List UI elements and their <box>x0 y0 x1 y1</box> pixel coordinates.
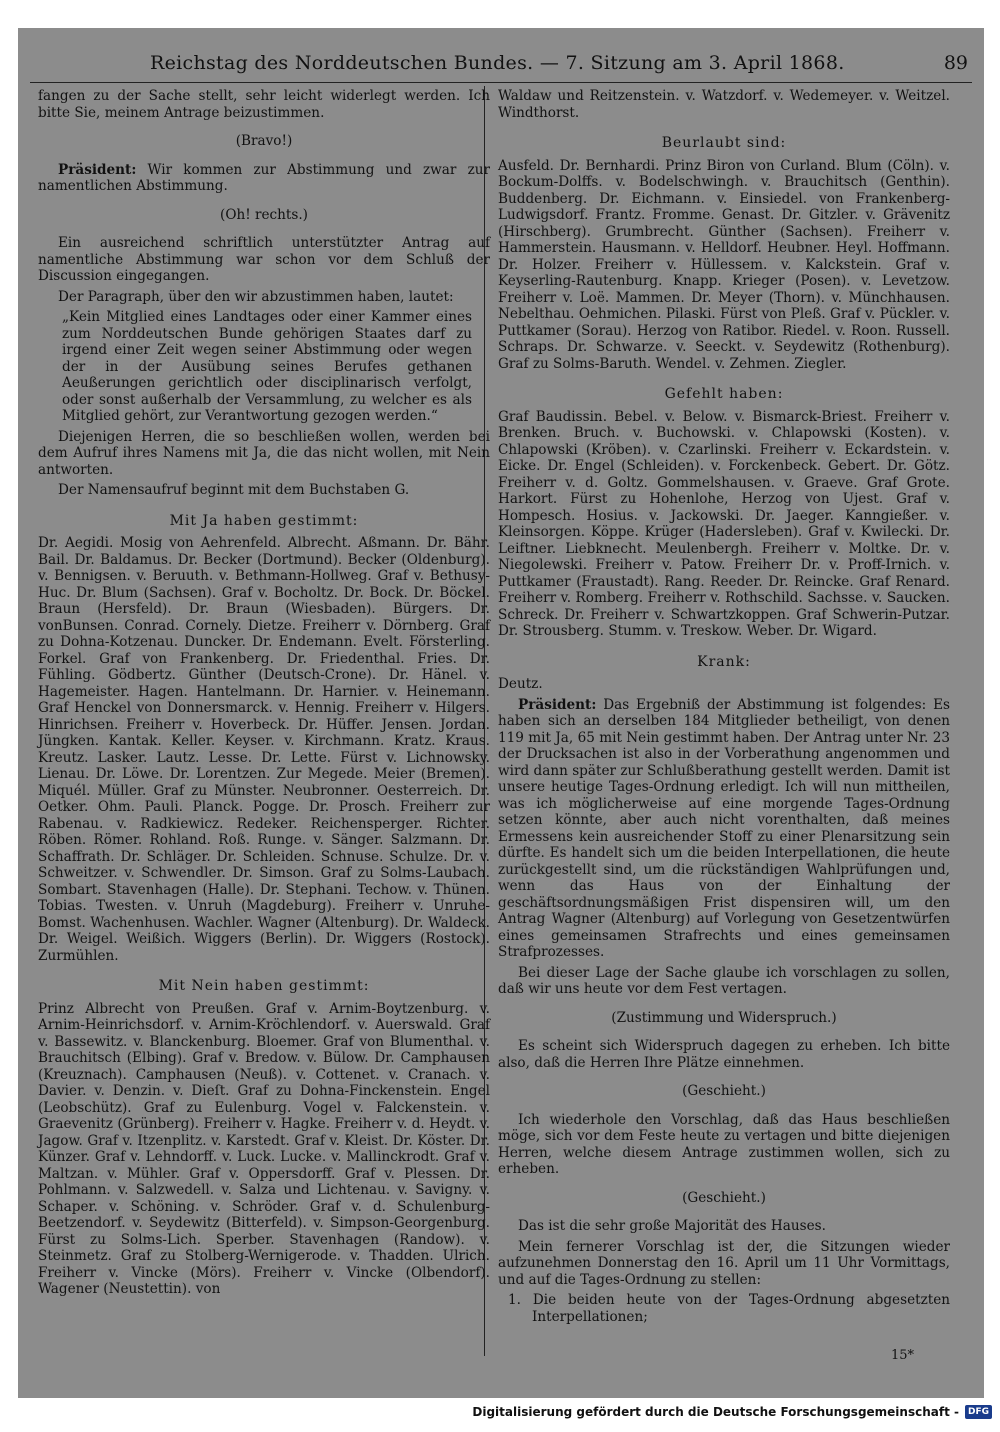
name-list: Deutz. <box>498 676 543 692</box>
section-heading: Krank: <box>697 653 751 670</box>
interjection: (Oh! rechts.) <box>220 206 308 223</box>
footer-text: Digitalisierung gefördert durch die Deutsche Forschungsgemeinschaft - <box>472 1405 959 1419</box>
dfg-logo-icon: DFG <box>965 1405 992 1419</box>
page-number: 89 <box>943 52 968 74</box>
agenda-list <box>498 1292 950 1325</box>
speaker-label: Präsident: <box>58 161 137 178</box>
paragraph: fangen zu der Sache stellt, sehr leicht widerlegt werden. Ich bitte Sie, meinem Antrage beizustimmen. <box>38 88 490 121</box>
signature-mark: 15* <box>890 1348 914 1363</box>
list-item: 1. Die beiden heute von der Tages-Ordnung abgesetzten Interpellationen; <box>508 1292 950 1325</box>
paragraph: Es scheint sich Widerspruch dagegen zu erheben. Ich bitte also, daß die Herren Ihre Plätze einnehmen. <box>498 1038 950 1071</box>
speech-text: Wir kommen zur Abstimmung und zwar zur namentlichen Abstimmung. <box>38 161 490 194</box>
paragraph: Ich wiederhole den Vorschlag, daß das Haus beschließen möge, sich vor dem Feste heute zu vertagen und bitte diejenigen Herren, welche diesem Antrage zustimmen wollen, sich zu erheben. <box>498 1111 950 1177</box>
paragraph: Das ist die sehr große Majorität des Hauses. <box>518 1218 826 1234</box>
header-title: Reichstag des Norddeutschen Bundes. — 7. Sitzung am 3. April 1868. <box>150 52 845 74</box>
name-list: Graf Baudissin. Bebel. v. Below. v. Bismarck-Briest. Freiherr v. Brenken. Bruch. v. Buchowski. v. Chlapowski (Kosten). v. Chlapowski (Kröben). v. Czarlinski. Freiherr v. Eckardstein. v. Eicke. Dr. Engel (Schleiden). v. Forckenbeck. Gebert. Dr. Götz. Freiherr v. d. Goltz. Gommelshausen. v. Graeve. Graf Grote. Harkort. Fürst zu Hohenlohe, Herzog von Ujest. Graf v. Hompesch. Hosius. v. Jackowski. Dr. Jaeger. Kanngießer. v. Kleinsorgen. Köppe. Krüger (Hadersleben). Graf v. Kwilecki. Dr. Leiftner. Liebknecht. Meulenbergh. Freiherr v. Moltke. Dr. v. Niegolewski. Freiherr v. Patow. Freiherr Dr. v. Proff-Irnich. v. Puttkamer (Fraustadt). Rang. Reeder. Dr. Reincke. Graf Renard. Freiherr v. Romberg. Freiherr v. Rothschild. Sachsse. v. Saucken. Schreck. Dr. Freiherr v. Schwartzkoppen. Graf Schwerin-Putzar. Dr. Strousberg. Stumm. v. Treskow. Weber. Dr. Wigard. <box>498 408 950 639</box>
page-header <box>30 42 972 83</box>
interjection: (Geschieht.) <box>682 1189 766 1206</box>
section-heading: Beurlaubt sind: <box>661 135 787 151</box>
section-heading: Mit Nein haben gestimmt: <box>158 978 370 994</box>
paragraph <box>38 162 490 195</box>
name-list: Waldaw und Reitzenstein. v. Watzdorf. v. Wedemeyer. v. Weitzel. Windthorst. <box>498 88 950 121</box>
section-heading: Mit Ja haben gestimmt: <box>169 512 359 529</box>
footer <box>472 1405 992 1419</box>
paragraph: Der Namensaufruf beginnt mit dem Buchstaben G. <box>58 482 410 498</box>
paragraph: Mein fernerer Vorschlag ist der, die Sitzungen wieder aufzunehmen Donnerstag den 16. April um 11 Uhr Vormittags, und auf die Tages-Ordnung zu stellen: <box>498 1238 950 1288</box>
speaker-label: Präsident: <box>518 696 597 713</box>
right-column <box>498 88 950 1329</box>
interjection: (Geschieht.) <box>682 1083 766 1099</box>
left-column <box>38 88 490 1302</box>
name-list: Prinz Albrecht von Preußen. Graf v. Arnim-Boytzenburg. v. Arnim-Heinrichsdorf. v. Arnim-Kröchlendorf. v. Auerswald. Graf v. Bassewitz. v. Blanckenburg. Bloemer. Graf von Blumenthal. v. Brauchitsch (Elbing). Graf v. Bredow. v. Bülow. Dr. Camphausen (Kreuznach). Camphausen (Neuß). v. Cottenet. v. Cranach. v. Davier. v. Denzin. v. Dieſt. Graf zu Dohna-Finckenstein. Engel (Leobschütz). Graf zu Eulenburg. Vogel v. Falckenstein. v. Graevenitz (Grünberg). Freiherr v. Hagke. Freiherr v. d. Heydt. v. Jagow. Graf v. Itzenplitz. v. Karstedt. Graf v. Kleist. Dr. Köster. Dr. Künzer. Graf v. Lehndorff. v. Luck. Lucke. v. Mallinckrodt. Graf v. Maltzan. v. Mühler. Graf v. Oppersdorff. Graf v. Plessen. Dr. Pohlmann. v. Salzwedell. v. Salza und Lichtenau. v. Savigny. v. Schaper. v. Schöning. v. Schröder. Graf v. d. Schulenburg-Beetzendorf. v. Seydewitz (Bitterfeld). v. Simpson-Georgenburg. Fürst zu Solms-Lich. Sperber. Stavenhagen (Randow). v. Steinmetz. Graf zu Stolberg-Wernigerode. v. Thadden. Ulrich. Freiherr v. Vincke (Mörs). Freiherr v. Vincke (Olbendorf). Wagener (Neustettin). von <box>38 1000 490 1297</box>
interjection: (Zustimmung und Widerspruch.) <box>611 1009 837 1026</box>
name-list: Dr. Aegidi. Mosig von Aehrenfeld. Albrecht. Aßmann. Dr. Bähr. Bail. Dr. Baldamus. Dr. Becker (Dortmund). Becker (Oldenburg). v. Bennigsen. v. Beruuth. v. Bethmann-Hollweg. Graf v. Bethusy-Huc. Dr. Blum (Sachsen). Graf v. Bocholtz. Dr. Bock. Dr. Böckel. Braun (Hersfeld). Dr. Braun (Wiesbaden). Bürgers. Dr. vonBunsen. Conrad. Cornely. Dietze. Freiherr v. Dörnberg. Graf zu Dohna-Kotzenau. Duncker. Dr. Endemann. Evelt. Försterling. Forkel. Graf von Frankenberg. Dr. Friedenthal. Fries. Dr. Fühling. Gödbertz. Günther (Deutsch-Crone). Dr. Hänel. v. Hagemeister. Hagen. Hantelmann. Dr. Harnier. v. Heinemann. Graf Henckel von Donnersmarck. v. Hennig. Freiherr v. Hilgers. Hinrichsen. Freiherr v. Hoverbeck. Dr. Hüffer. Jensen. Jordan. Jüngken. Kantak. Keller. Keyser. v. Kirchmann. Kratz. Kraus. Kreutz. Lasker. Lautz. Lesse. Dr. Lette. Fürst v. Lichnowsky. Lienau. Dr. Löwe. Dr. Lorentzen. Zur Megede. Meier (Bremen). Miquél. Müller. Graf zu Münster. Neubronner. Oesterreich. Dr. Oetker. Ohm. Pauli. Planck. Pogge. Dr. Prosch. Freiherr zur Rabenau. v. Radkiewicz. Redeker. Reichensperger. Richter. Röben. Römer. Rohland. Roß. Runge. v. Sänger. Salzmann. Dr. Schaffrath. Dr. Schläger. Dr. Schleiden. Schnuse. Schulze. Dr. v. Schweitzer. v. Schwendler. Dr. Simson. Graf zu Solms-Laubach. Sombart. Stavenhagen (Halle). Dr. Stephani. Techow. v. Thünen. Tobias. Twesten. v. Unruh (Magdeburg). Freiherr v. Unruhe-Bomst. Wachenhusen. Wachler. Wagner (Altenburg). Dr. Waldeck. Dr. Weigel. Weißich. Wiggers (Berlin). Dr. Wiggers (Rostock). Zurmühlen. <box>38 535 490 964</box>
section-heading: Gefehlt haben: <box>664 386 784 402</box>
speech-text: Das Ergebniß der Abstimmung ist folgendes: Es haben sich an derselben 184 Mitglieder betheiligt, von denen 119 mit Ja, 65 mit Nein gestimmt haben. Der Antrag unter Nr. 23 der Drucksachen ist also in der Vorberathung angenommen und wird dann später zur Schlußberathung gestellt werden. Damit ist unsere heutige Tages-Ordnung erledigt. Ich will nun mittheilen, was ich möglicherweise auf eine morgende Tages-Ordnung setzen könnte, aber auch nicht vorenthalten, daß meines Ermessens kein ausreichender Stoff zu einer Plenarsitzung sein dürfte. Es handelt sich um die beiden Interpellationen, die heute zurückgestellt sind, um die rückständigen Wahlprüfungen und, wenn das Haus von der Einhaltung der geschäftsordnungsmäßigen Frist dispensiren will, um den Antrag Wagner (Altenburg) auf Vorlegung von Gesetzentwürfen eines gemeinsamen Strafrechts und eines gemeinsamen Strafprozesses. <box>498 696 950 960</box>
paragraph: Diejenigen Herren, die so beschließen wollen, werden bei dem Aufruf ihres Namens mit Ja, die das nicht wollen, mit Nein antworten. <box>38 428 490 478</box>
paragraph <box>498 697 950 961</box>
paragraph: Bei dieser Lage der Sache glaube ich vorschlagen zu sollen, daß wir uns heute vor dem Fest vertagen. <box>498 964 950 997</box>
name-list: Ausfeld. Dr. Bernhardi. Prinz Biron von Curland. Blum (Cöln). v. Bockum-Dolffs. v. Bodelschwingh. v. Brauchitsch (Genthin). Buddenberg. Dr. Eichmann. v. Einsiedel. von Frankenberg-Ludwigsdorf. Frantz. Fromme. Genast. Dr. Gitzler. v. Grävenitz (Hirschberg). Grumbrecht. Günther (Sachsen). Freiherr v. Hammerstein. Hausmann. v. Helldorf. Heubner. Heyl. Hoffmann. Dr. Holzer. Freiherr v. Hüllessem. v. Kalckstein. Graf v. Keyserling-Rautenburg. Knapp. Krieger (Posen). v. Levetzow. Freiherr v. Loë. Mammen. Dr. Meyer (Thorn). v. Münchhausen. Nebelthau. Oehmichen. Pilaski. Fürst von Pleß. Graf v. Pückler. v. Puttkamer (Sorau). Herzog von Ratibor. Riedel. v. Roon. Russell. Schraps. Dr. Schwarze. v. Seeckt. v. Seydewitz (Rothenburg). Graf zu Solms-Baruth. Wendel. v. Zehmen. Ziegler. <box>498 157 950 372</box>
paragraph: Der Paragraph, über den wir abzustimmen haben, lautet: <box>58 288 454 305</box>
interjection: (Bravo!) <box>235 133 293 149</box>
quoted-paragraph: „Kein Mitglied eines Landtages oder einer Kammer eines zum Norddeutschen Bunde gehörigen Staates darf zu irgend einer Zeit wegen seiner Abstimmung oder wegen der in der Ausübung seines Berufes gethanen Aeußerungen gerichtlich oder disciplinarisch verfolgt, oder sonst außerhalb der Versammlung, zu welcher es als Mitglied gehört, zur Verantwortung gezogen werden.“ <box>62 309 472 424</box>
paragraph: Ein ausreichend schriftlich unterstützter Antrag auf namentliche Abstimmung war schon vor dem Schluß der Discussion eingegangen. <box>38 235 490 284</box>
scanned-page <box>18 28 984 1398</box>
